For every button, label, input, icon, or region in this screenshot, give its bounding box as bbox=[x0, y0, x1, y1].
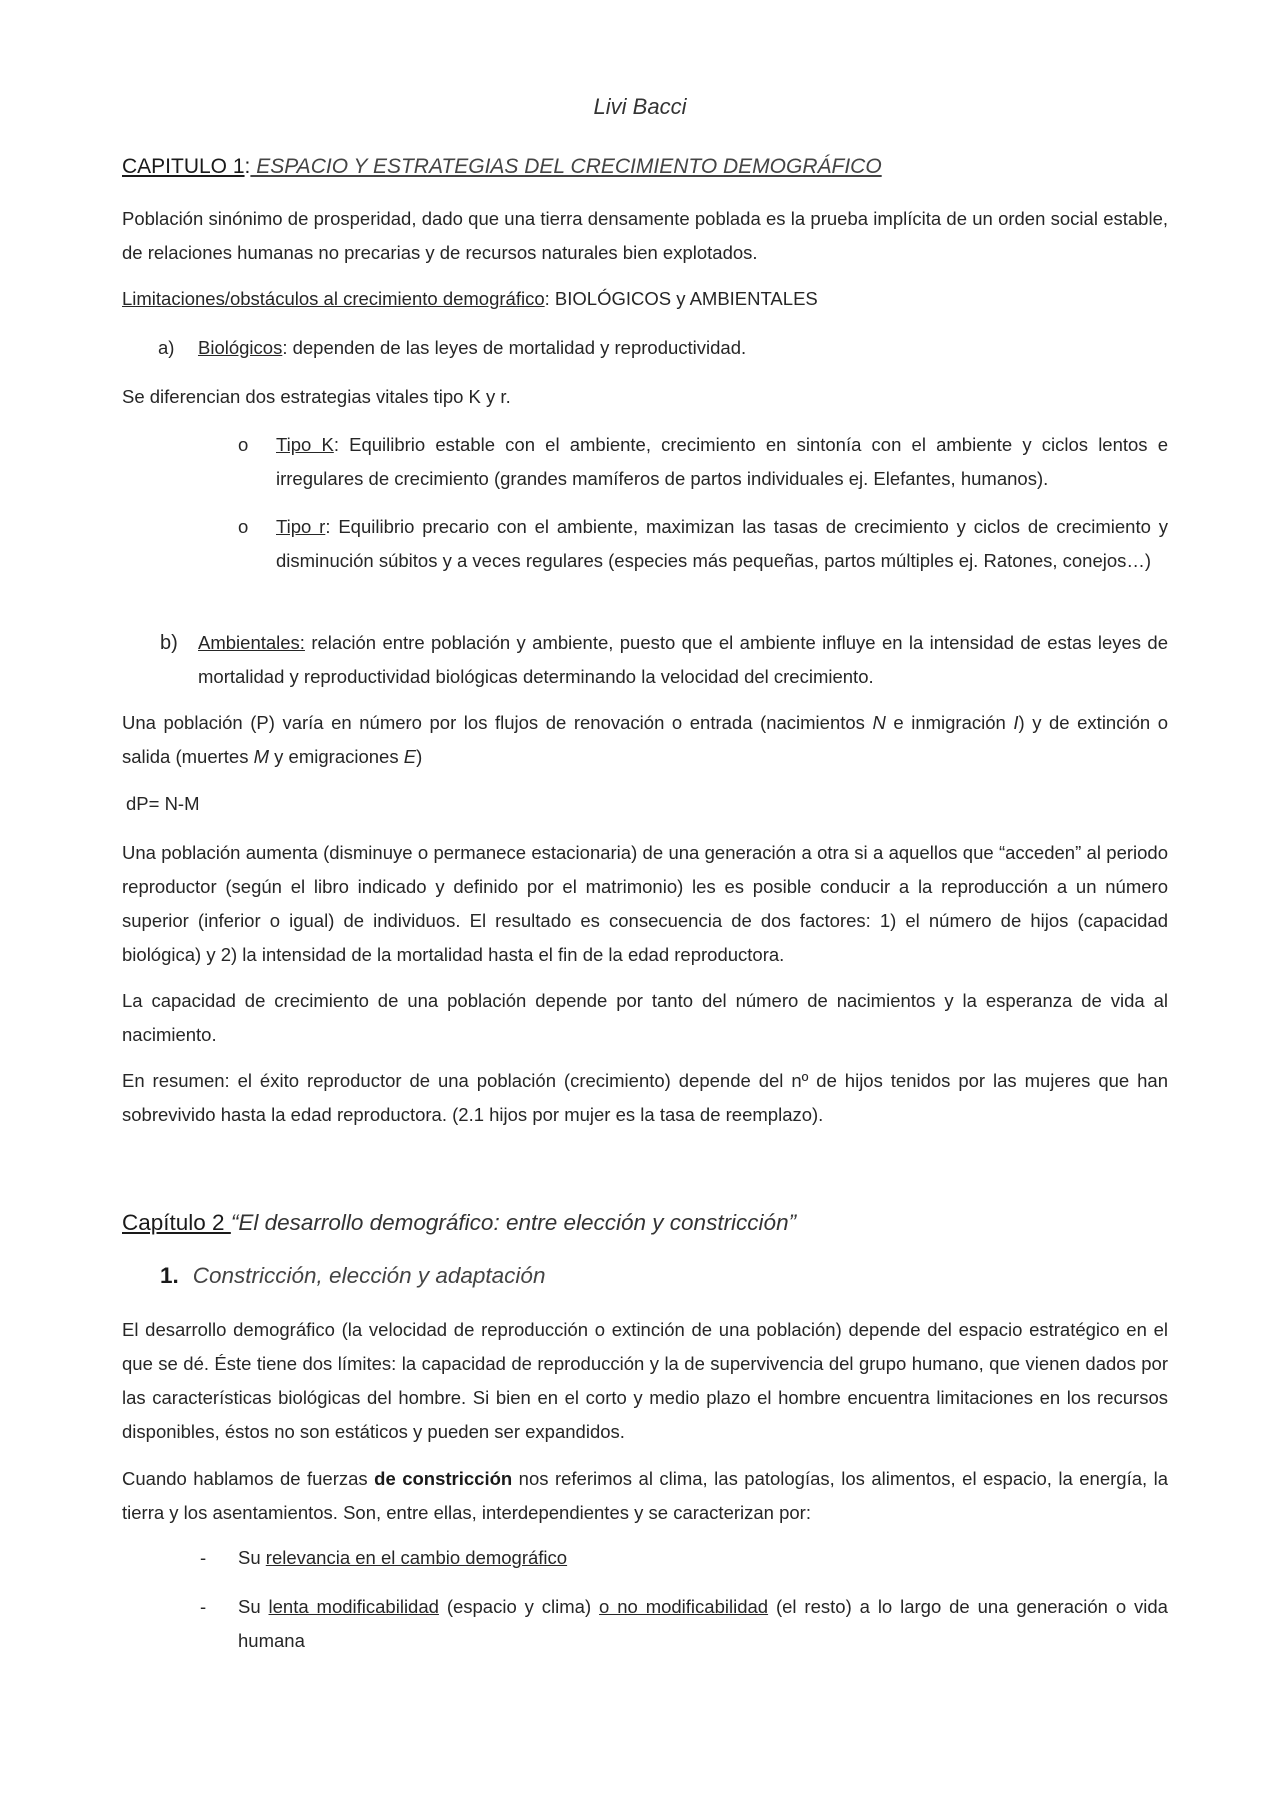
relevance-link: relevancia en el cambio demográfico bbox=[265, 1547, 568, 1568]
flux-var-e: E bbox=[403, 746, 417, 767]
author-name: Livi Bacci bbox=[593, 94, 687, 119]
tipo-k-link: Tipo K bbox=[276, 434, 334, 455]
paragraph-capacity: La capacidad de crecimiento de una población depende por tanto del número de nacimientos y la esperanza de vida al nacimiento. bbox=[122, 990, 1168, 1045]
flux-text-2: e inmigración bbox=[885, 712, 1014, 733]
bullet-marker-k: o bbox=[238, 434, 249, 455]
limitations-link: Limitaciones/obstáculos al crecimiento demográfico bbox=[122, 288, 545, 309]
item-tipo-r bbox=[276, 510, 1168, 578]
strategies-line: Se diferencian dos estrategias vitales tipo K y r. bbox=[122, 386, 511, 407]
slow-modifiability-link: lenta modificabilidad bbox=[268, 1596, 439, 1617]
chapter-1-title: ESPACIO Y ESTRATEGIAS DEL CRECIMIENTO DEMOGRÁFICO bbox=[250, 155, 882, 178]
tipo-r-rest: : Equilibrio precario con el ambiente, maximizan las tasas de crecimiento y ciclos de crecimiento y disminución súbitos y a veces regulares (especies más pequeñas, partos múltiples ej. Ratones, conejos…) bbox=[276, 516, 1168, 571]
chapter-1-sep: : bbox=[244, 155, 251, 178]
flux-text-3: ) y de extinción o salida (muertes bbox=[122, 712, 1168, 767]
tipo-r-link: Tipo r bbox=[276, 516, 326, 537]
flux-var-n: N bbox=[872, 712, 886, 733]
constriction-bold: de constricción bbox=[374, 1468, 513, 1489]
chapter-1-label: CAPITULO 1 bbox=[122, 155, 245, 178]
ambientales-link: Ambientales: bbox=[198, 632, 305, 653]
biologicos-rest: : dependen de las leyes de mortalidad y reproductividad. bbox=[282, 337, 747, 358]
chapter-2-title: “El desarrollo demográfico: entre elección y constricción” bbox=[230, 1210, 797, 1235]
section-1-heading bbox=[160, 1261, 1206, 1291]
dash-item-modifiability bbox=[238, 1590, 1168, 1658]
constriction-text-2: nos referimos al clima, las patologías, los alimentos, el espacio, la energía, la tierra y los asentamientos. Son, entre ellas, interdependientes y se caracterizan por: bbox=[122, 1468, 1169, 1523]
list-marker-b: b) bbox=[160, 632, 178, 654]
flux-var-i: I bbox=[1013, 712, 1019, 733]
item-biologicos bbox=[198, 331, 1168, 365]
dash-marker-2: - bbox=[200, 1596, 207, 1617]
chapter-1-heading bbox=[122, 152, 1168, 182]
limitations-rest: : BIOLÓGICOS y AMBIENTALES bbox=[544, 288, 818, 309]
item-tipo-k bbox=[276, 428, 1168, 496]
dash-2-text-3: (el resto) a lo largo de una generación o vida humana bbox=[238, 1596, 1168, 1651]
dash-2-text-2: (espacio y clima) bbox=[438, 1596, 600, 1617]
dash-2-text-1: Su bbox=[238, 1596, 269, 1617]
dash-item-relevance bbox=[238, 1541, 1168, 1575]
dash-1-text: Su bbox=[238, 1547, 266, 1568]
constriction-text-1: Cuando hablamos de fuerzas bbox=[122, 1468, 375, 1489]
section-1-number: 1. bbox=[160, 1263, 179, 1288]
bullet-marker-r: o bbox=[238, 516, 249, 537]
section-1-title: Constricción, elección y adaptación bbox=[192, 1263, 546, 1288]
formula: dP= N-M bbox=[126, 793, 200, 814]
item-ambientales bbox=[198, 626, 1168, 694]
paragraph-flux bbox=[122, 706, 1168, 774]
no-modifiability-link: o no modificabilidad bbox=[599, 1596, 769, 1617]
biologicos-link: Biológicos bbox=[198, 337, 283, 358]
chapter-2-label: Capítulo 2 bbox=[122, 1210, 231, 1235]
paragraph-constriction bbox=[122, 1462, 1168, 1530]
paragraph-development: El desarrollo demográfico (la velocidad de reproducción o extinción de una población) depende del espacio estratégico en el que se dé. Éste tiene dos límites: la capacidad de reproducción y la de supervivencia del grupo humano, que vienen dados por las características biológicas del hombre. Si bien en el corto y medio plazo el hombre encuentra limitaciones en los recursos disponibles, éstos no son estáticos y pueden ser expandidos. bbox=[122, 1319, 1168, 1442]
list-marker-a: a) bbox=[158, 337, 175, 358]
paragraph-growth: Una población aumenta (disminuye o permanece estacionaria) de una generación a otra si a aquellos que “acceden” al periodo reproductor (según el libro indicado y definido por el matrimonio) les es posible conducir a la reproducción a un número superior (inferior o igual) de individuos. El resultado es consecuencia de dos factores: 1) el número de hijos (capacidad biológica) y 2) la intensidad de la mortalidad hasta el fin de la edad reproductora. bbox=[122, 842, 1168, 965]
ambientales-rest: relación entre población y ambiente, puesto que el ambiente influye en la intensidad de estas leyes de mortalidad y reproductividad biológicas determinando la velocidad del crecimiento. bbox=[198, 632, 1168, 687]
paragraph-prosperity: Población sinónimo de prosperidad, dado que una tierra densamente poblada es la prueba implícita de un orden social estable, de relaciones humanas no precarias y de recursos naturales bien explotados. bbox=[122, 208, 1168, 263]
flux-var-m: M bbox=[253, 746, 270, 767]
paragraph-summary: En resumen: el éxito reproductor de una población (crecimiento) depende del nº de hijos tenidos por las mujeres que han sobrevivido hasta la edad reproductora. (2.1 hijos por mujer es la tasa de reemplazo). bbox=[122, 1070, 1168, 1125]
flux-text-5: ) bbox=[416, 746, 423, 767]
chapter-2-heading bbox=[122, 1208, 1168, 1238]
dash-marker-1: - bbox=[200, 1547, 207, 1568]
flux-text-4: y emigraciones bbox=[269, 746, 404, 767]
flux-text-1: Una población (P) varía en número por los flujos de renovación o entrada (nacimientos bbox=[122, 712, 873, 733]
limitations-line bbox=[122, 282, 1168, 316]
tipo-k-rest: : Equilibrio estable con el ambiente, crecimiento en sintonía con el ambiente y ciclos lentos e irregulares de crecimiento (grandes mamíferos de partos individuales ej. Elefantes, humanos). bbox=[276, 434, 1169, 489]
